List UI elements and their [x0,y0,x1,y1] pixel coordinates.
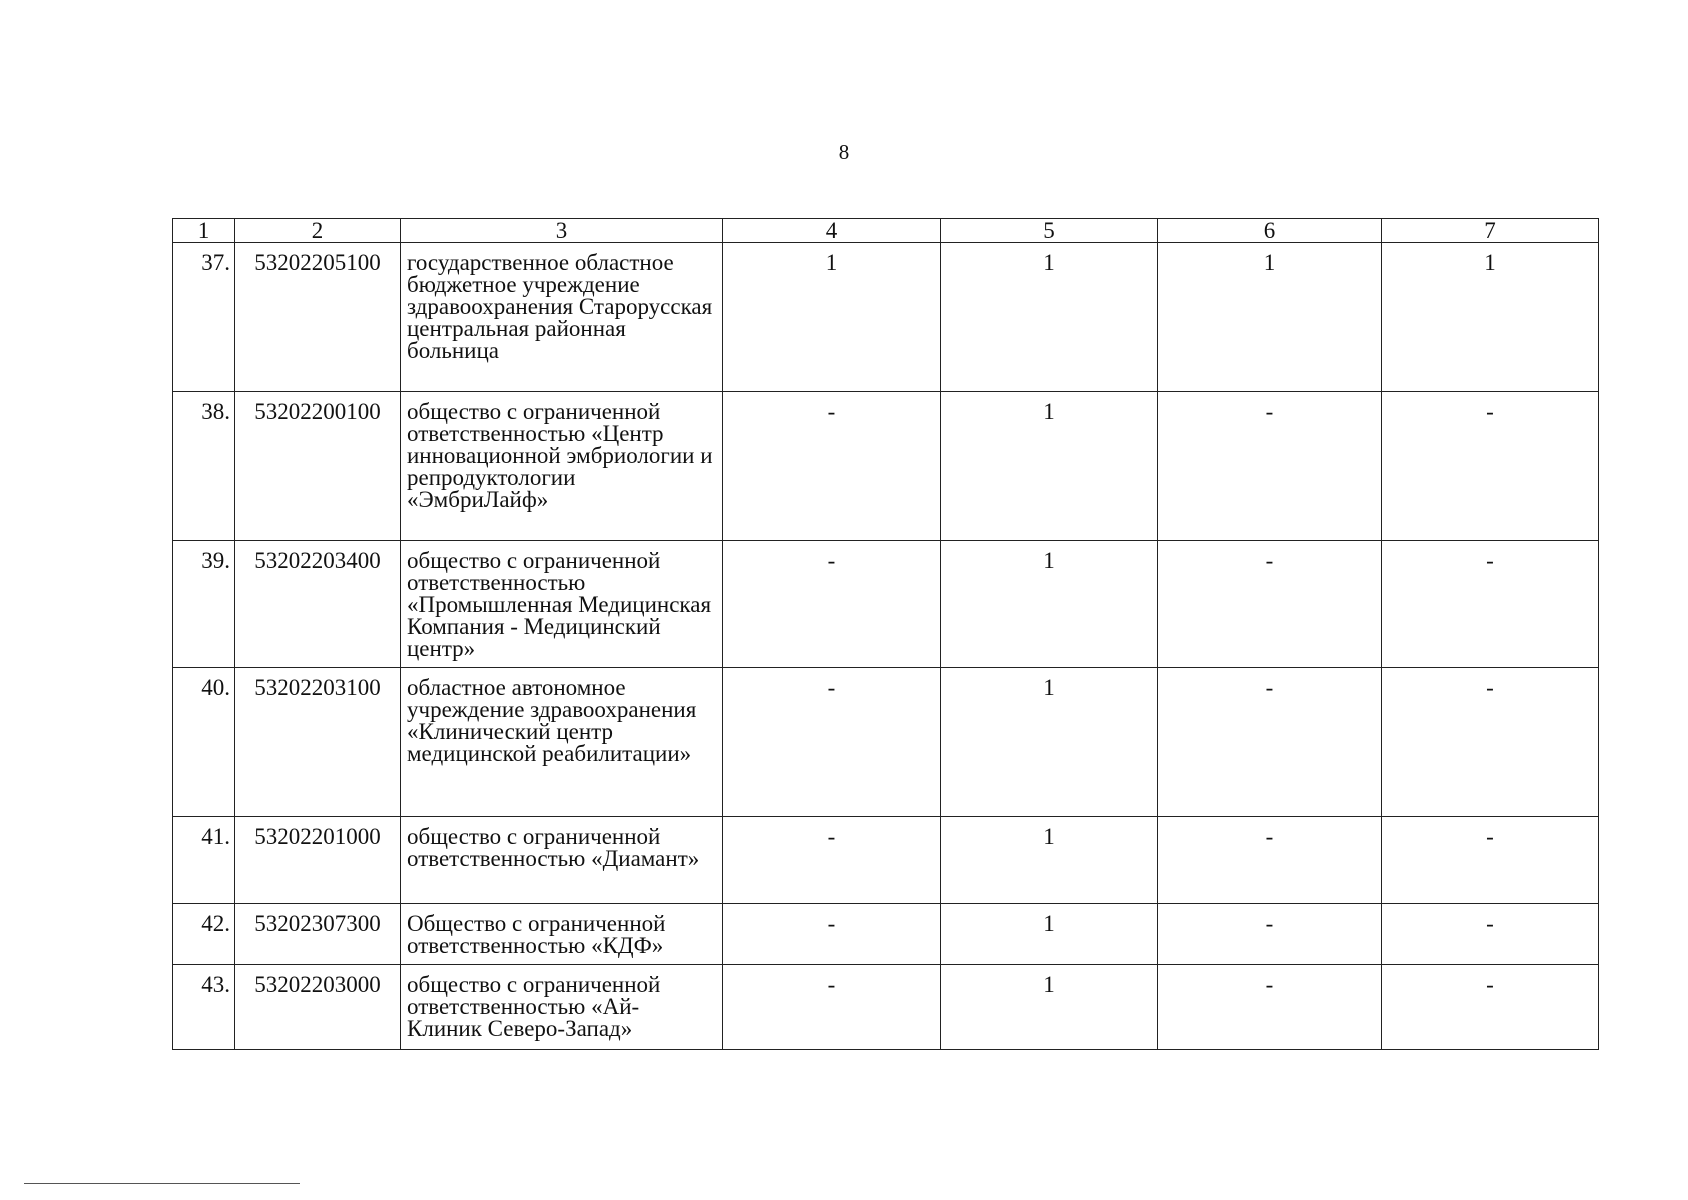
table-row [173,243,1599,392]
column-header: 3 [401,219,723,243]
value-col-6: 1 [1158,243,1382,392]
row-code: 53202203100 [235,668,401,817]
value-col-4: - [723,904,941,965]
value-col-4: - [723,668,941,817]
value-col-5: 1 [941,965,1158,1050]
footnote-separator [24,1183,300,1184]
row-number: 42. [173,904,235,965]
table-row [173,904,1599,965]
value-col-5: 1 [941,817,1158,904]
table-row [173,668,1599,817]
value-col-5: 1 [941,904,1158,965]
table-row [173,392,1599,541]
column-header: 5 [941,219,1158,243]
row-code: 53202200100 [235,392,401,541]
value-col-5: 1 [941,243,1158,392]
row-code: 53202203400 [235,541,401,668]
value-col-4: - [723,541,941,668]
column-header: 6 [1158,219,1382,243]
value-col-7: - [1382,817,1599,904]
row-code: 53202201000 [235,817,401,904]
organization-name: областное автономное учреждение здравоохранения «Клинический центр медицинской реабилитации» [401,668,723,817]
row-code: 53202205100 [235,243,401,392]
value-col-4: 1 [723,243,941,392]
table-row [173,817,1599,904]
table-row [173,541,1599,668]
value-col-7: 1 [1382,243,1599,392]
row-number: 39. [173,541,235,668]
value-col-7: - [1382,668,1599,817]
organization-name: Общество с ограниченной ответственностью «КДФ» [401,904,723,965]
value-col-6: - [1158,817,1382,904]
organization-name: общество с ограниченной ответственностью «Центр инновационной эмбриологии и репродуктологии «ЭмбриЛайф» [401,392,723,541]
header-row [173,219,1599,243]
value-col-6: - [1158,965,1382,1050]
organization-name: государственное областное бюджетное учреждение здравоохранения Старорусская центральная районная больница [401,243,723,392]
registry-table [172,218,1599,1050]
value-col-5: 1 [941,541,1158,668]
row-code: 53202307300 [235,904,401,965]
value-col-5: 1 [941,668,1158,817]
value-col-7: - [1382,541,1599,668]
value-col-7: - [1382,904,1599,965]
value-col-6: - [1158,668,1382,817]
row-number: 38. [173,392,235,541]
column-header: 4 [723,219,941,243]
column-header: 7 [1382,219,1599,243]
organization-name: общество с ограниченной ответственностью «Ай-Клиник Северо-Запад» [401,965,723,1050]
value-col-7: - [1382,965,1599,1050]
value-col-4: - [723,392,941,541]
column-header: 2 [235,219,401,243]
organization-name: общество с ограниченной ответственностью «Промышленная Медицинская Компания - Медицинский центр» [401,541,723,668]
organization-name: общество с ограниченной ответственностью «Диамант» [401,817,723,904]
column-header: 1 [173,219,235,243]
value-col-4: - [723,817,941,904]
table-row [173,965,1599,1050]
row-number: 43. [173,965,235,1050]
value-col-5: 1 [941,392,1158,541]
value-col-6: - [1158,392,1382,541]
row-code: 53202203000 [235,965,401,1050]
value-col-6: - [1158,541,1382,668]
value-col-4: - [723,965,941,1050]
row-number: 41. [173,817,235,904]
row-number: 40. [173,668,235,817]
value-col-6: - [1158,904,1382,965]
row-number: 37. [173,243,235,392]
page-number: 8 [838,140,850,164]
value-col-7: - [1382,392,1599,541]
